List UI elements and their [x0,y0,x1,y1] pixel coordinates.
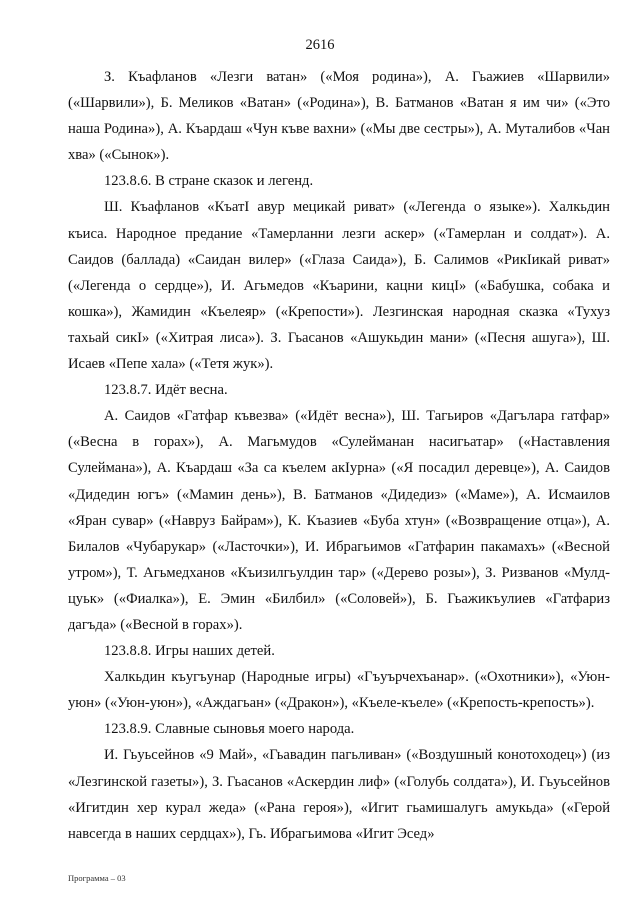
paragraph-spring: А. Саидов «Гатфар къвезва» («Идёт весна»), Ш. Тагьиров «Дагълара гатфар» («Весна в горах»), А. Магьмудов «Сулейманан насигьатар» («Наставления Сулеймана»), А. Къардаш «За са къелем акIурна» («Я посадил деревце»), А. Саидов «Дидедин югъ» («Мамин день»), В. Батманов «Дидедиз» («Маме»), А. Исмаилов «Яран сувар» («Навруз Байрам»), К. Къазиев «Буба хтун» («Возвращение отца»), А. Билалов «Чубарукар» («Ласточки»), И. Ибрагьимов «Гатфарин пакамахъ» («Весной утром»), Т. Агьмедханов «Къизилгьулдин тар» («Дерево розы»), З. Ризванов «Мулд-цуьк» («Фиалка»), Е. Эмин «Билбил» («Соловей»), Б. Гьажикъулиев «Гатфариз дагъда» («Весной в горах»). [68,408,610,633]
footer-label: Программа – 03 [68,873,126,883]
section-heading-123-8-7: 123.8.7. Идёт весна. [104,382,228,399]
section-heading-123-8-6: 123.8.6. В стране сказок и легенд. [104,173,314,190]
paragraph-glorious-sons: И. Гьуьсейнов «9 Май», «Гьавадин пагьливан» («Воздушный конотоходец») (из «Лезгинской газеты»), З. Гьасанов «Аскердин лиф» («Голубь солдата»), И. Гьуьсейнов «Игитдин хер курал жеда» («Рана героя»), «Игит гьамишалугь амукьда» («Герой навсегда в наших сердцах»), Гь. Ибрагьимова «Игит Эсед» [68,747,610,842]
paragraph-authors-list: З. Къафланов «Лезги ватан» («Моя родина»), А. Гьажиев «Шарвили» («Шарвили»), Б. Меликов «Ватан» («Родина»), В. Батманов «Ватан я им чи» («Это наша Родина»), А. Къардаш «Чун къве вахни» («Мы две сестры»), А. Муталибов «Чан хва» («Сынок»). [68,69,610,164]
paragraph-games: Халкьдин къугъунар (Народные игры) «Гъуърчехъанар». («Охотники»), «Уюн-уюн» («Уюн-уюн»), «Аждагьан» («Дракон»), «Къеле-къеле» («Крепость-крепость»). [68,669,610,712]
section-heading-123-8-9: 123.8.9. Славные сыновья моего народа. [104,721,355,738]
page-number: 2616 [305,37,335,53]
document-body [68,64,610,847]
section-heading-123-8-8: 123.8.8. Игры наших детей. [104,643,275,660]
paragraph-fairy-tales: Ш. Къафланов «КъатI авур мецикай риват» («Легенда о языке»). Халкьдин къиса. Народное предание «Тамерланни лезги аскер» («Тамерлан и солдат»). А. Саидов (баллада) «Саидан вилер» («Глаза Саида»), Б. Салимов «РикIикай риват» («Легенда о сердце»), И. Агьмедов «Къарини, кацни кицI» («Бабушка, собака и кошка»), Жамидин «Къелеяр» («Крепости»). Лезгинская народная сказка «Тухуз тахьай сикI» («Хитрая лиса»). З. Гьасанов «Ашукьдин мани» («Песня ашуга»), Ш. Исаев «Пепе хала» («Тетя жук»). [68,199,610,373]
